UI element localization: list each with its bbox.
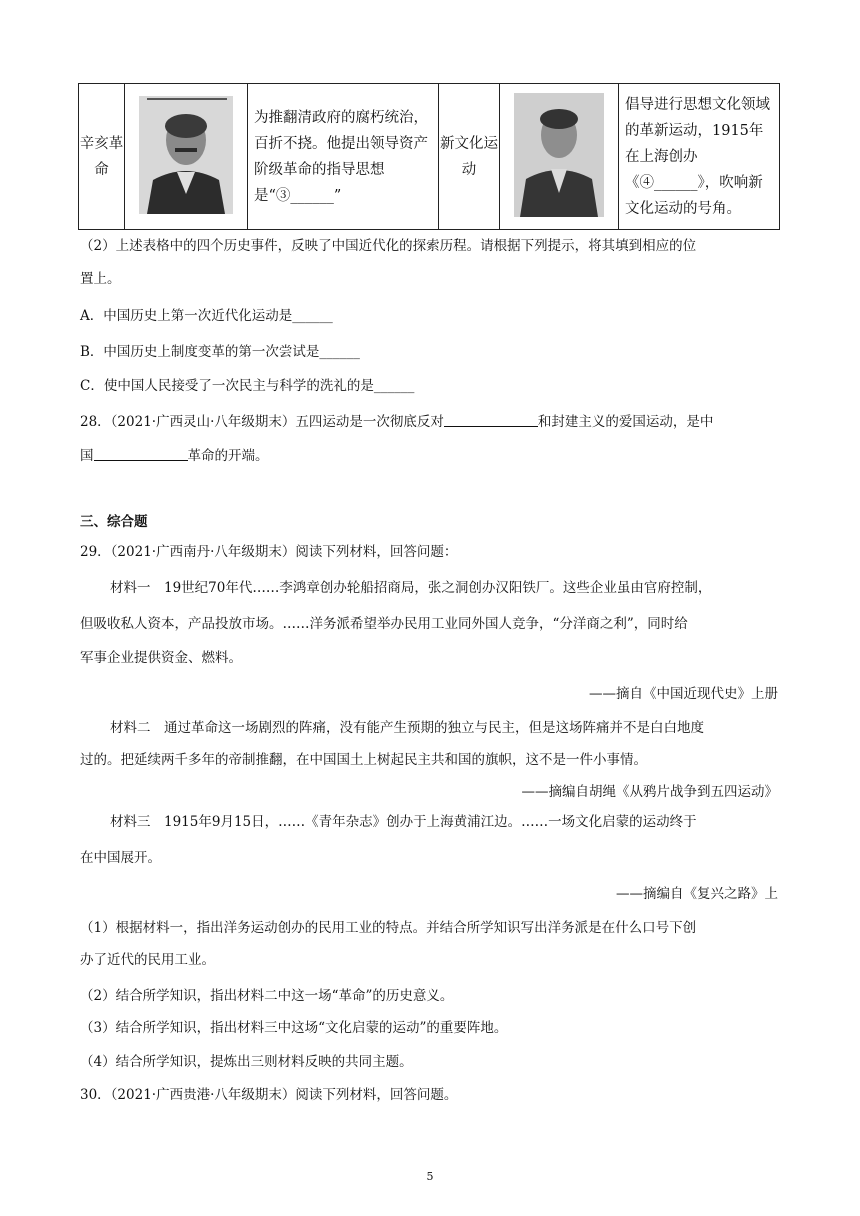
material1-source: ——摘自《中国近现代史》上册 — [589, 686, 778, 702]
event-cell-new-culture: 新文化运动 — [439, 84, 500, 230]
material3-line2: 在中国展开。 — [80, 850, 161, 866]
portrait-photo-2 — [514, 93, 604, 217]
q28-blank-1 — [444, 412, 538, 427]
q29-stem: 29．（2021·广西南丹·八年级期末）阅读下列材料，回答问题： — [80, 544, 458, 560]
material3-line1: 材料三 1915年9月15日，……《青年杂志》创办于上海黄浦江边。……一场文化启蒙的运动终于 — [110, 814, 697, 830]
material2-source: ——摘编自胡绳《从鸦片战争到五四运动》 — [521, 784, 778, 800]
material1-line1: 材料一 19世纪70年代……李鸿章创办轮船招商局，张之洞创办汉阳铁厂。这些企业虽由官府控制， — [110, 580, 712, 596]
material2-line2: 过的。把延续两千多年的帝制推翻，在中国国土上树起民主共和国的旗帜，这不是一件小事情。 — [80, 752, 647, 768]
q28-part3: 国 — [80, 448, 94, 464]
q28-line1 — [80, 412, 780, 432]
q27-option-b: B．中国历史上制度变革的第一次尝试是______ — [80, 344, 360, 360]
table-row — [79, 84, 780, 230]
section-heading: 三、综合题 — [80, 514, 148, 530]
description-cell-1: 为推翻清政府的腐朽统治，百折不挠。他提出领导资产阶级革命的指导思想是“③______” — [248, 84, 439, 230]
page-number: 5 — [426, 1170, 434, 1183]
q28-part1: 28．（2021·广西灵山·八年级期末）五四运动是一次彻底反对 — [80, 414, 444, 430]
portrait-photo-1 — [139, 96, 233, 214]
material1-line2: 但吸收私人资本，产品投放市场。……洋务派希望举办民用工业同外国人竞争，“分洋商之利”，同时给 — [80, 616, 688, 632]
material1-line3: 军事企业提供资金、燃料。 — [80, 650, 242, 666]
q28-line2 — [80, 446, 780, 466]
q28-part2: 和封建主义的爱国运动，是中 — [537, 414, 714, 430]
q27-stem-line1: （2）上述表格中的四个历史事件，反映了中国近代化的探索历程。请根据下列提示，将其填到相应的位 — [80, 238, 697, 254]
q29-sub4: （4）结合所学知识，提炼出三则材料反映的共同主题。 — [80, 1054, 413, 1070]
q28-part4: 革命的开端。 — [187, 448, 269, 464]
event-cell-xinhai: 辛亥革命 — [79, 84, 125, 230]
material2-line1: 材料二 通过革命这一场剧烈的阵痛，没有能产生预期的独立与民主，但是这场阵痛并不是白白地度 — [110, 720, 704, 736]
q28-blank-2 — [94, 446, 188, 461]
q27-stem-line2: 置上。 — [80, 271, 121, 287]
q29-sub3: （3）结合所学知识，指出材料三中这场“文化启蒙的运动”的重要阵地。 — [80, 1020, 508, 1036]
history-table — [78, 83, 780, 230]
q27-option-c: C．使中国人民接受了一次民主与科学的洗礼的是______ — [80, 378, 415, 394]
q29-sub1-line1: （1）根据材料一，指出洋务运动创办的民用工业的特点。并结合所学知识写出洋务派是在什么口号下创 — [80, 920, 697, 936]
q27-option-a: A．中国历史上第一次近代化运动是______ — [80, 308, 333, 324]
portrait-cell-1 — [125, 84, 248, 230]
q29-sub2: （2）结合所学知识，指出材料二中这一场“革命”的历史意义。 — [80, 988, 454, 1004]
description-cell-2: 倡导进行思想文化领域的革新运动，1915年在上海创办《④______》，吹响新文化运动的号角。 — [619, 84, 780, 230]
material3-source: ——摘编自《复兴之路》上 — [616, 886, 778, 902]
q30-stem: 30．（2021·广西贵港·八年级期末）阅读下列材料，回答问题。 — [80, 1087, 458, 1103]
portrait-cell-2 — [500, 84, 619, 230]
q29-sub1-line2: 办了近代的民用工业。 — [80, 952, 215, 968]
